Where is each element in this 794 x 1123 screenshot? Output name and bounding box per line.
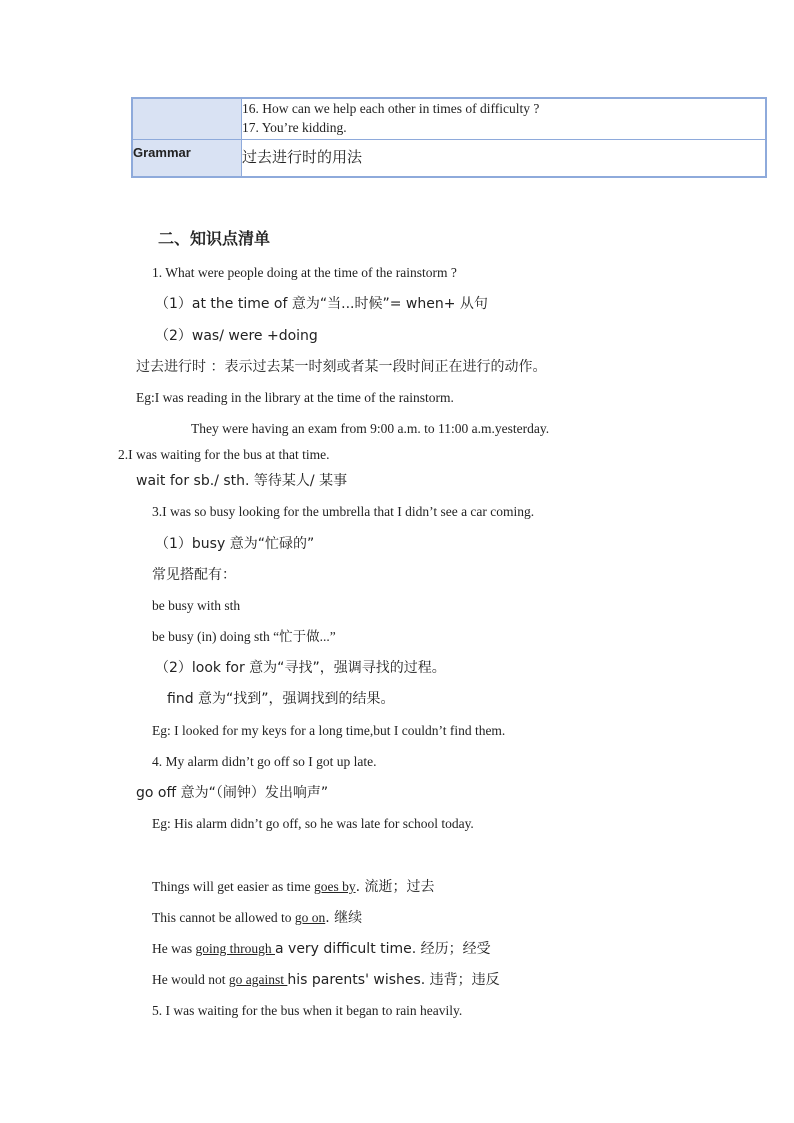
table-content-cell [242, 98, 767, 140]
example-meaning: . 继续 [325, 910, 363, 926]
text-line: 3.I was so busy looking for the umbrella that I didn’t see a car coming. [152, 504, 535, 519]
sentence-16: 16. How can we help each other in times of difficulty ? [242, 101, 540, 116]
text-line: （1）busy 意为“忙碌的” [155, 536, 315, 552]
phrase-example [152, 971, 500, 989]
text-line: （1）at the time of 意为“当...时候”= when+ 从句 [155, 296, 488, 312]
underlined-phrase: go on [294, 910, 326, 925]
text-line: They were having an exam from 9:00 a.m. to 11:00 a.m.yesterday. [191, 421, 550, 436]
example-text: This cannot be allowed to [152, 910, 295, 925]
example-meaning: his parents' wishes. 违背；违反 [287, 972, 500, 988]
text-line: Eg:I was reading in the library at the time of the rainstorm. [136, 390, 454, 405]
example-text: He was [152, 941, 196, 956]
phrase-example [152, 909, 362, 927]
grammar-label: Grammar [132, 140, 242, 178]
underlined-phrase: goes by [313, 879, 356, 894]
grammar-content: 过去进行时的用法 [242, 140, 767, 178]
text-line: Eg: His alarm didn’t go off, so he was late for school today. [152, 816, 474, 831]
phrase-example [152, 940, 491, 958]
underlined-phrase: going through [195, 941, 275, 956]
grammar-table [131, 97, 767, 178]
text-line: 2.I was waiting for the bus at that time. [118, 447, 330, 462]
text-line: 过去进行时 ：表示过去某一时刻或者某一段时间正在进行的动作。 [136, 359, 547, 375]
text-line: （2）was/ were +doing [155, 328, 318, 344]
text-line: go off 意为“（闹钟）发出响声” [136, 785, 329, 801]
text-line: be busy (in) doing sth “忙于做...” [152, 629, 336, 644]
text-line: （2）look for 意为“寻找”，强调寻找的过程。 [155, 660, 446, 676]
text-line: wait for sb./ sth. 等待某人/ 某事 [136, 473, 348, 489]
text-line: Eg: I looked for my keys for a long time,but I couldn’t find them. [152, 723, 506, 738]
text-line: find 意为“找到”，强调找到的结果。 [167, 691, 395, 707]
example-meaning: . 流逝；过去 [355, 879, 435, 895]
table-label-cell [132, 98, 242, 140]
text-line: 常见搭配有： [152, 567, 236, 583]
example-meaning: a very difficult time. 经历；经受 [275, 941, 491, 957]
example-text: He would not [152, 972, 229, 987]
table-row [132, 140, 766, 178]
phrase-example [152, 878, 435, 896]
section-heading: 二、知识点清单 [158, 229, 271, 248]
text-line: 4. My alarm didn’t go off so I got up late. [152, 754, 377, 769]
underlined-phrase: go against [228, 972, 288, 987]
table-row [132, 98, 766, 140]
text-line: 5. I was waiting for the bus when it began to rain heavily. [152, 1003, 463, 1018]
text-line: 1. What were people doing at the time of the rainstorm ? [152, 265, 457, 280]
text-line: be busy with sth [152, 598, 241, 613]
example-text: Things will get easier as time [152, 879, 314, 894]
sentence-17: 17. You’re kidding. [242, 120, 347, 135]
